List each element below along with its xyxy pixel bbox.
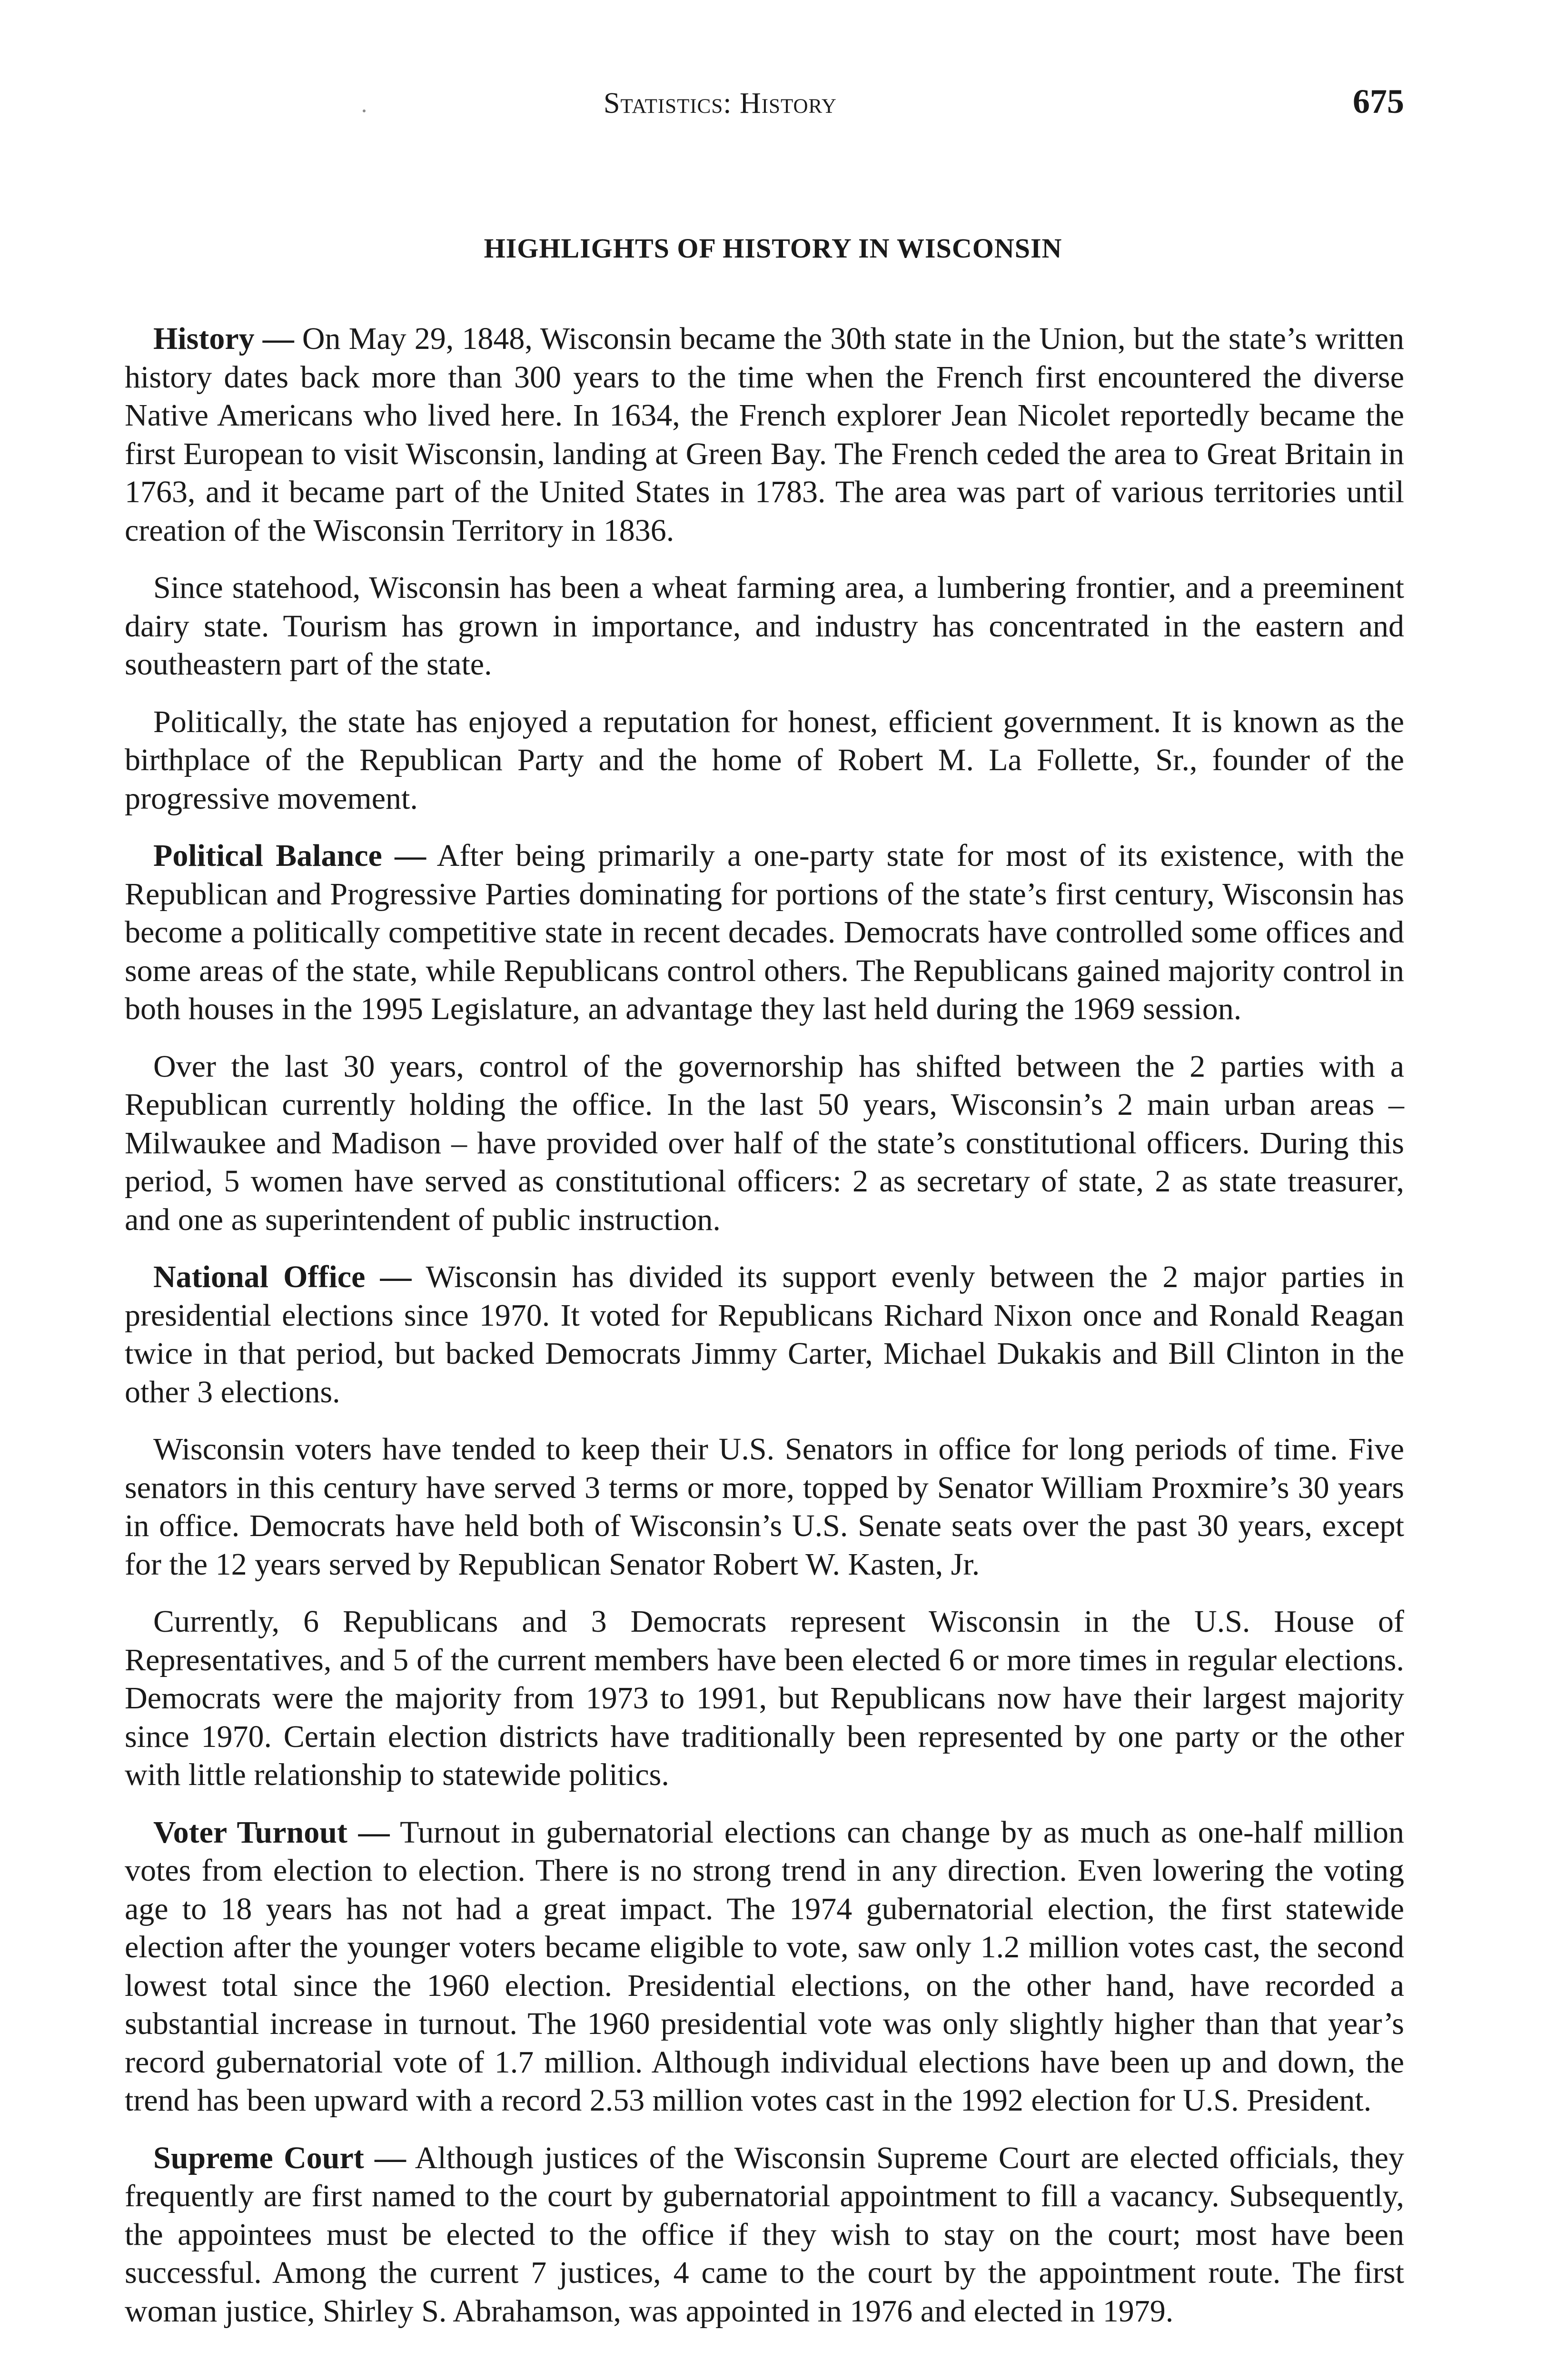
paragraph-statehood [125, 569, 1404, 684]
paragraph-political-balance [125, 837, 1404, 1029]
paragraph-text: After being primarily a one-party state for most of its existence, with the Republican and Progressive Parties dominating for portions of the state’s first century, Wisconsin has become a politically competitive state in recent decades. Democrats have controlled some offices and some areas of the state, while Republicans control others. The Republicans gained majority control in both houses in the 1995 Legislature, an advantage they last held during the 1969 session. [125, 838, 1404, 1026]
paragraph-text: Currently, 6 Republicans and 3 Democrats represent Wisconsin in the U.S. House of Representatives, and 5 of the current members have been elected 6 or more times in regular elections. Democrats were the majority from 1973 to 1991, but Republicans now have their largest majority since 1970. Certain election districts have traditionally been represented by one party or the other with little relationship to statewide politics. [125, 1604, 1404, 1792]
article-body [125, 320, 1404, 2350]
scan-speck [363, 109, 366, 112]
section-heading-voter-turnout: Voter Turnout — [153, 1815, 390, 1850]
paragraph-house [125, 1603, 1404, 1795]
paragraph-text: Over the last 30 years, control of the governorship has shifted between the 2 parties with a Republican currently holding the office. In the last 50 years, Wisconsin’s 2 main urban areas – Milwaukee and Madison – have provided over half of the state’s constitutional officers. During this period, 5 women have served as constitutional officers: 2 as secretary of state, 2 as state treasurer, and one as superintendent of public instruction. [125, 1049, 1404, 1237]
paragraph-text: On May 29, 1848, Wisconsin became the 30th state in the Union, but the state’s written history dates back more than 300 years to the time when the French first encountered the diverse Native Americans who lived here. In 1634, the French explorer Jean Nicolet reportedly became the first European to visit Wisconsin, landing at Green Bay. The French ceded the area to Great Britain in 1763, and it became part of the United States in 1783. The area was part of various territories until creation of the Wisconsin Territory in 1836. [125, 321, 1404, 548]
section-heading-political-balance: Political Balance — [153, 838, 426, 873]
paragraph-politics [125, 703, 1404, 818]
paragraph-text: Since statehood, Wisconsin has been a wheat farming area, a lumbering frontier, and a preeminent dairy state. Tourism has grown in importance, and industry has concentrated in the eastern and southeastern part of the state. [125, 570, 1404, 682]
paragraph-governorship [125, 1048, 1404, 1240]
section-heading-national-office: National Office — [153, 1259, 412, 1294]
paragraph-national-office [125, 1258, 1404, 1411]
paragraph-senators [125, 1430, 1404, 1584]
paragraph-text: Politically, the state has enjoyed a reputation for honest, efficient government. It is known as the birthplace of the Republican Party and the home of Robert M. La Follette, Sr., founder of the progressive movement. [125, 704, 1404, 816]
paragraph-history [125, 320, 1404, 550]
paragraph-voter-turnout [125, 1814, 1404, 2120]
paragraph-text: Although justices of the Wisconsin Supreme Court are elected officials, they frequently are first named to the court by gubernatorial appointment to fill a vacancy. Subsequently, the appointees must be elected to the office if they wish to stay on the court; most have been successful. Among the current 7 justices, 4 came to the court by the appointment route. The first woman justice, Shirley S. Abrahamson, was appointed in 1976 and elected in 1979. [125, 2140, 1405, 2329]
paragraph-text: Turnout in gubernatorial elections can change by as much as one-half million votes from election to election. There is no strong trend in any direction. Even lowering the voting age to 18 years has not had a great impact. The 1974 gubernatorial election, the first statewide election after the younger voters became eligible to vote, saw only 1.2 million votes cast, the second lowest total since the 1960 election. Presidential elections, on the other hand, have recorded a substantial increase in turnout. The 1960 presidential vote was only slightly higher than that year’s record gubernatorial vote of 1.7 million. Although individual elections have been up and down, the trend has been upward with a record 2.53 million votes cast in the 1992 election for U.S. President. [125, 1815, 1404, 2118]
paragraph-text: Wisconsin voters have tended to keep their U.S. Senators in office for long periods of time. Five senators in this century have served 3 terms or more, topped by Senator William Proxmire’s 30 years in office. Democrats have held both of Wisconsin’s U.S. Senate seats over the past 30 years, except for the 12 years served by Republican Senator Robert W. Kasten, Jr. [125, 1432, 1404, 1582]
page-number: 675 [1353, 82, 1404, 120]
section-heading-history: History — [153, 321, 294, 356]
paragraph-supreme-court [125, 2139, 1404, 2331]
paragraph-text: Wisconsin has divided its support evenly between the 2 major parties in presidential elections since 1970. It voted for Republicans Richard Nixon once and Ronald Reagan twice in that period, but backed Democrats Jimmy Carter, Michael Dukakis and Bill Clinton in the other 3 elections. [125, 1259, 1404, 1409]
page-title: HIGHLIGHTS OF HISTORY IN WISCONSIN [484, 233, 1062, 264]
section-heading-supreme-court: Supreme Court — [153, 2140, 406, 2175]
running-head: Statistics: History [604, 87, 837, 119]
